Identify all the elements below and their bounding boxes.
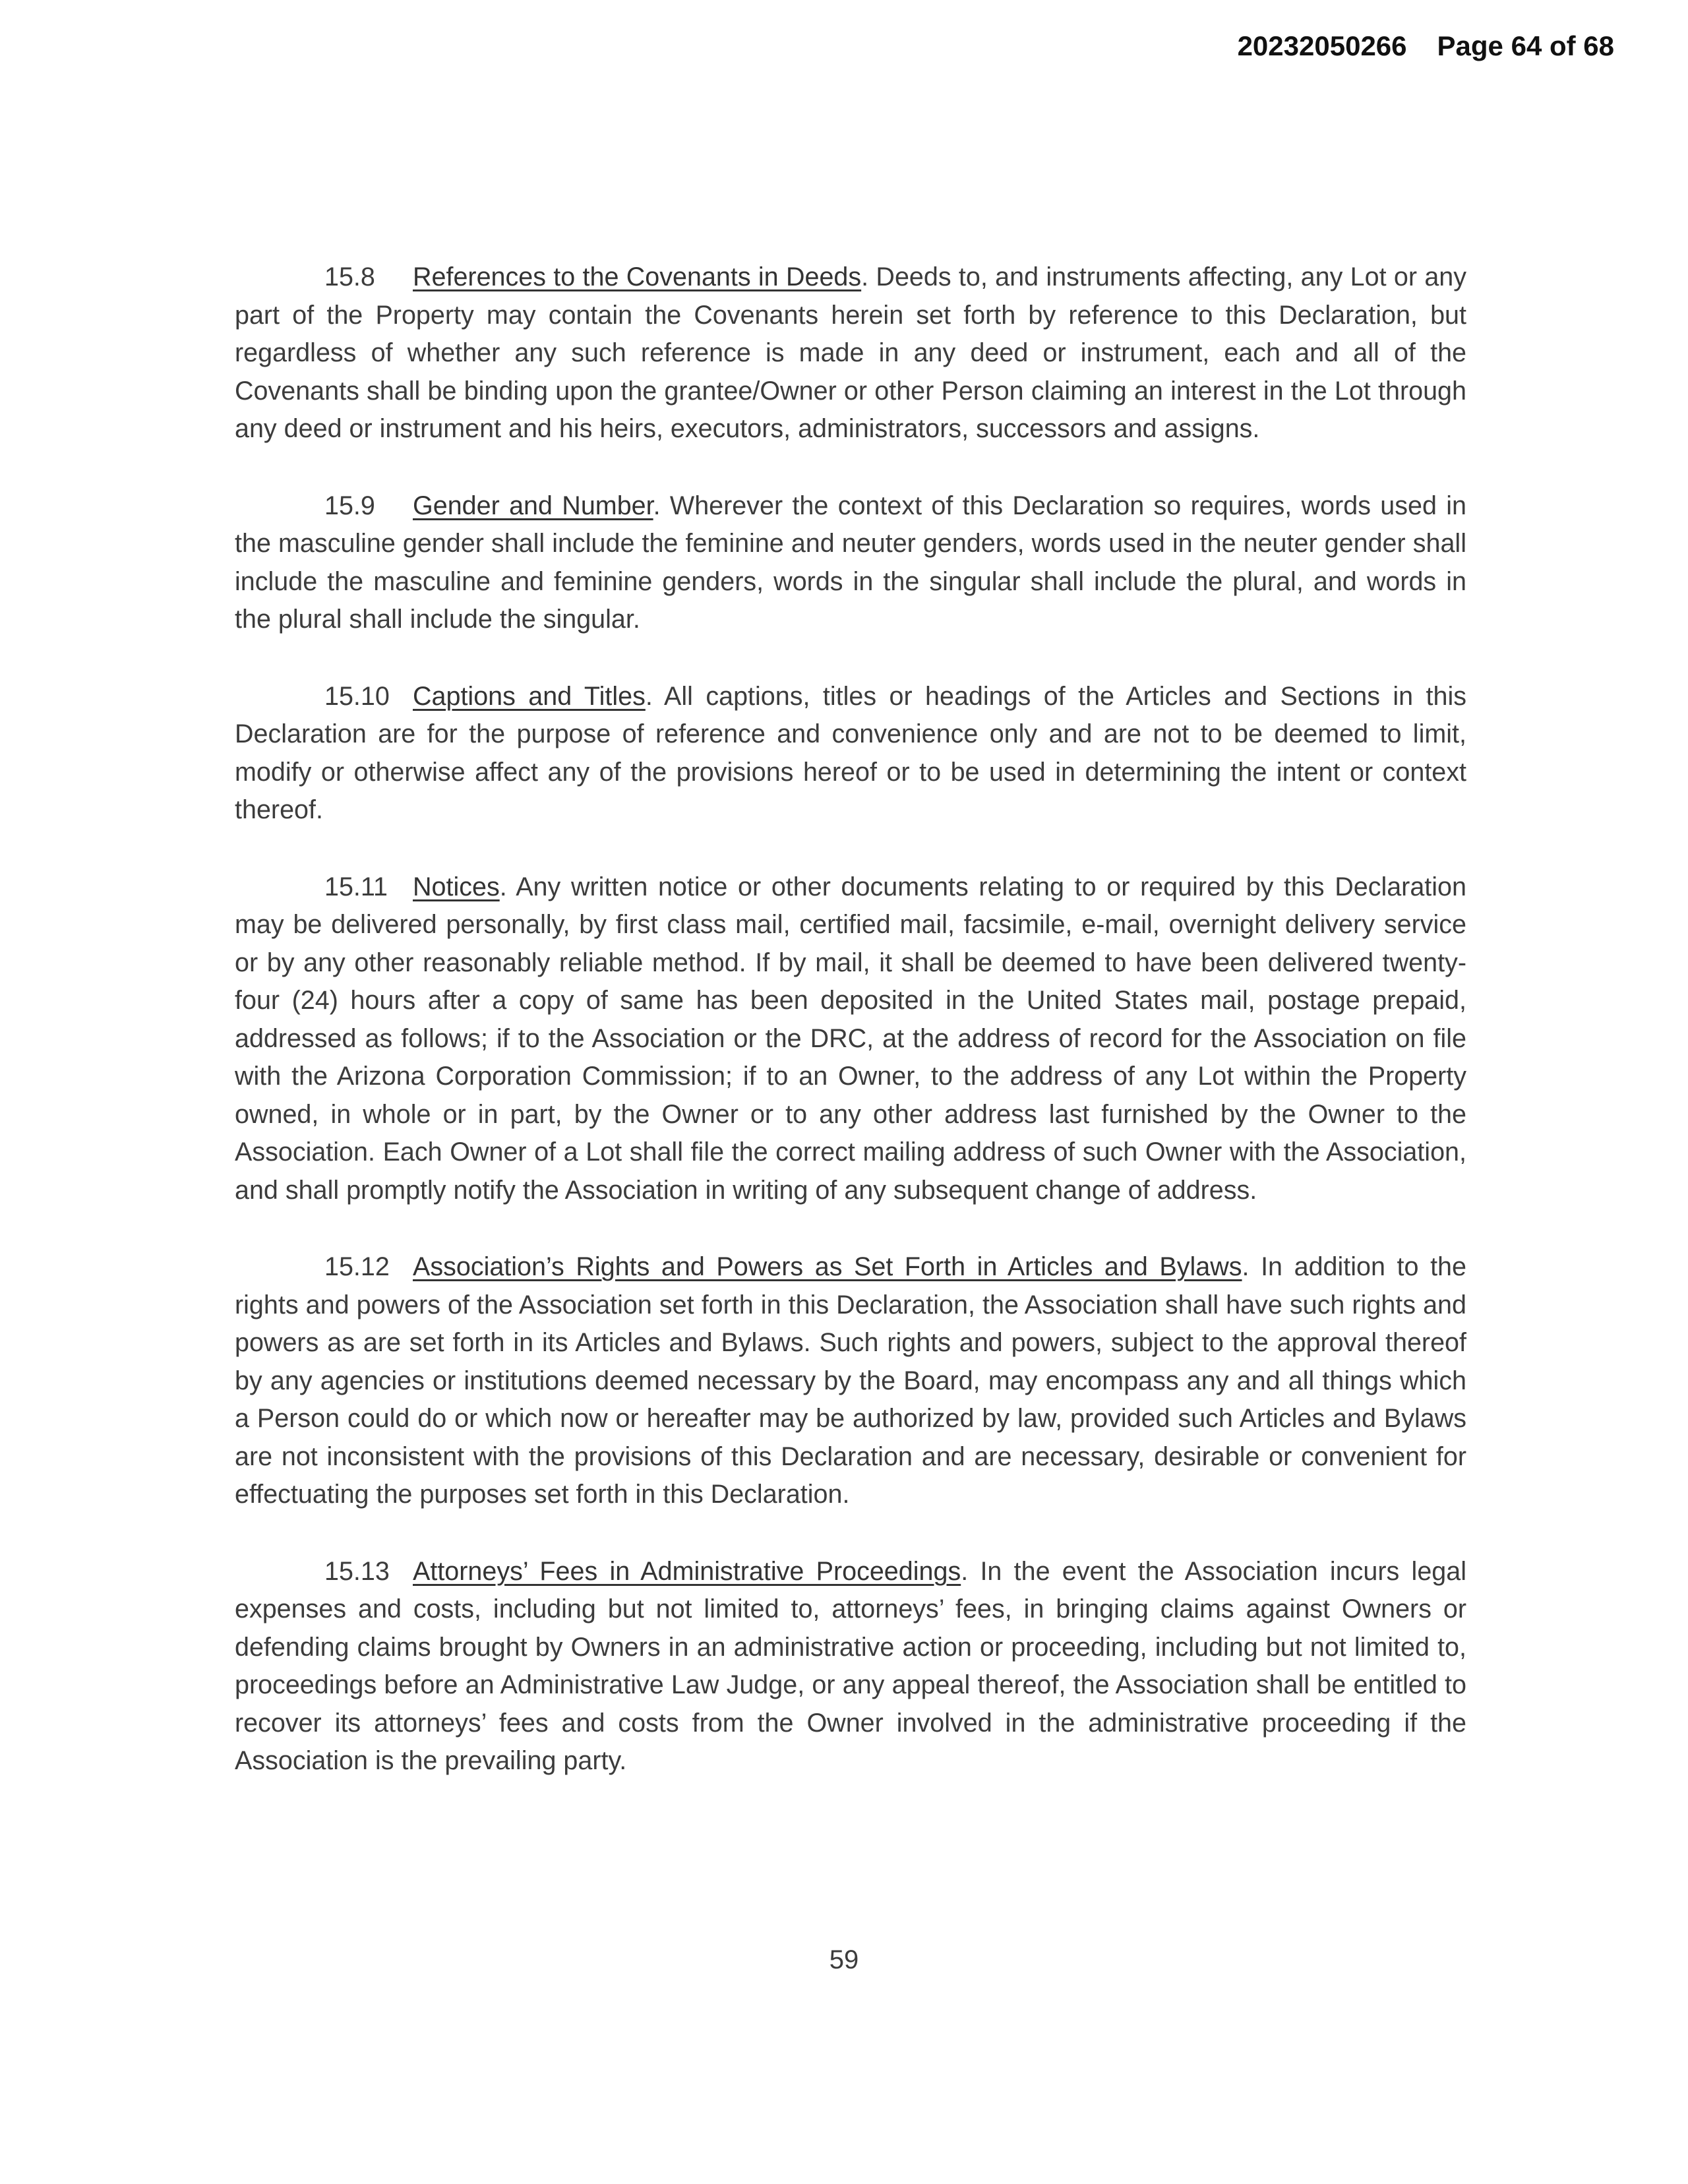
section-text: Any written notice or other documents relating to or required by this Declaration may be delivered personally, by first class mail, certified mail, facsimile, e-mail, overnight delivery service or by any other reasonably reliable method. If by mail, it shall be deemed to have been delivered twenty-four (24) hours after a copy of same has been deposited in the United States mail, postage prepaid, addressed as follows; if to the Association or the DRC, at the address of record for the Association on file with the Arizona Corporation Commission; if to an Owner, to the address of any Lot within the Property owned, in whole or in part, by the Owner or to any other address last furnished by the Owner to the Association. Each Owner of a Lot shall file the correct mailing address of such Owner with the Association, and shall promptly notify the Association in writing of any subsequent change of address. [235, 872, 1466, 1205]
section-number: 15.10 [324, 681, 390, 711]
section-text: All captions, titles or headings of the Articles and Sections in this Declaration are for the purpose of reference and convenience only and are not to be deemed to limit, modify or otherwise affect any of the provisions hereof or to be used in determining the intent or context thereof. [235, 681, 1467, 824]
page-number: 59 [829, 1945, 859, 1974]
section-text: In the event the Association incurs legal expenses and costs, including but not limited to, attorneys’ fees, in bringing claims against Owners or defending claims brought by Owners in an administrative action or proceeding, including but not limited to, proceedings before an Administrative Law Judge, or any appeal thereof, the Association shall be entitled to recover its attorneys’ fees and costs from the Owner involved in the administrative proceeding if the Association is the prevailing party. [235, 1556, 1466, 1775]
section-title: Gender and Number [413, 491, 653, 520]
section-15-8: 15.8 References to the Covenants in Deeds. Deeds to, and instruments affecting, any Lot or any part of the Property may contain the Covenants herein set forth by reference to this Declaration, but regardless of whether any such reference is made in any deed or instrument, each and all of the Covenants shall be binding upon the grantee/Owner or other Person claiming an interest in the Lot through any deed or instrument and his heirs, executors, administrators, successors and assigns. [235, 258, 1466, 448]
section-title: Notices [413, 872, 500, 901]
page-label: Page 64 of 68 [1437, 30, 1614, 61]
document-number: 20232050266 [1237, 30, 1407, 61]
section-15-9: 15.9 Gender and Number. Wherever the context of this Declaration so requires, words used in the masculine gender shall include the feminine and neuter genders, words used in the neuter gender shall include the masculine and feminine genders, words in the singular shall include the plural, and words in the plural shall include the singular. [235, 487, 1466, 639]
section-15-11: 15.11 Notices. Any written notice or other documents relating to or required by this Declaration may be delivered personally, by first class mail, certified mail, facsimile, e-mail, overnight delivery service or by any other reasonably reliable method. If by mail, it shall be deemed to have been delivered twenty-four (24) hours after a copy of same has been deposited in the United States mail, postage prepaid, addressed as follows; if to the Association or the DRC, at the address of record for the Association on file with the Arizona Corporation Commission; if to an Owner, to the address of any Lot within the Property owned, in whole or in part, by the Owner or to any other address last furnished by the Owner to the Association. Each Owner of a Lot shall file the correct mailing address of such Owner with the Association, and shall promptly notify the Association in writing of any subsequent change of address. [235, 868, 1466, 1210]
section-title: Attorneys’ Fees in Administrative Proceedings [413, 1556, 961, 1586]
section-text: In addition to the rights and powers of the Association set forth in this Declaration, the Association shall have such rights and powers as are set forth in its Articles and Bylaws. Such rights and powers, subject to the approval thereof by any agencies or institutions deemed necessary by the Board, may encompass any and all things which a Person could do or which now or hereafter may be authorized by law, provided such Articles and Bylaws are not inconsistent with the provisions of this Declaration and are necessary, desirable or convenient for effectuating the purposes set forth in this Declaration. [235, 1252, 1466, 1509]
section-title: Association’s Rights and Powers as Set Forth in Articles and Bylaws [413, 1252, 1242, 1281]
document-body [235, 258, 1466, 1819]
section-number: 15.12 [324, 1252, 390, 1281]
section-15-10: 15.10 Captions and Titles. All captions, titles or headings of the Articles and Sections in this Declaration are for the purpose of reference and convenience only and are not to be deemed to limit, modify or otherwise affect any of the provisions hereof or to be used in determining the intent or context thereof. [235, 678, 1466, 830]
section-title: References to the Covenants in Deeds [413, 262, 862, 291]
section-number: 15.11 [324, 872, 388, 901]
section-title: Captions and Titles [413, 681, 646, 711]
section-text: Deeds to, and instruments affecting, any Lot or any part of the Property may contain the Covenants herein set forth by reference to this Declaration, but regardless of whether any such reference is made in any deed or instrument, each and all of the Covenants shall be binding upon the grantee/Owner or other Person claiming an interest in the Lot through any deed or instrument and his heirs, executors, administrators, successors and assigns. [235, 262, 1467, 443]
section-number: 15.9 [324, 491, 375, 520]
page-header [1238, 30, 1614, 62]
section-15-13: 15.13 Attorneys’ Fees in Administrative Proceedings. In the event the Association incurs legal expenses and costs, including but not limited to, attorneys’ fees, in bringing claims against Owners or defending claims brought by Owners in an administrative action or proceeding, including but not limited to, proceedings before an Administrative Law Judge, or any appeal thereof, the Association shall be entitled to recover its attorneys’ fees and costs from the Owner involved in the administrative proceeding if the Association is the prevailing party. [235, 1553, 1466, 1780]
section-number: 15.8 [324, 262, 375, 291]
section-text: Wherever the context of this Declaration so requires, words used in the masculine gender shall include the feminine and neuter genders, words used in the neuter gender shall include the masculine and feminine genders, words in the singular shall include the plural, and words in the plural shall include the singular. [235, 491, 1466, 634]
section-number: 15.13 [324, 1556, 390, 1586]
section-15-12: 15.12 Association’s Rights and Powers as Set Forth in Articles and Bylaws. In addition to the rights and powers of the Association set forth in this Declaration, the Association shall have such rights and powers as are set forth in its Articles and Bylaws. Such rights and powers, subject to the approval thereof by any agencies or institutions deemed necessary by the Board, may encompass any and all things which a Person could do or which now or hereafter may be authorized by law, provided such Articles and Bylaws are not inconsistent with the provisions of this Declaration and are necessary, desirable or convenient for effectuating the purposes set forth in this Declaration. [235, 1248, 1466, 1514]
